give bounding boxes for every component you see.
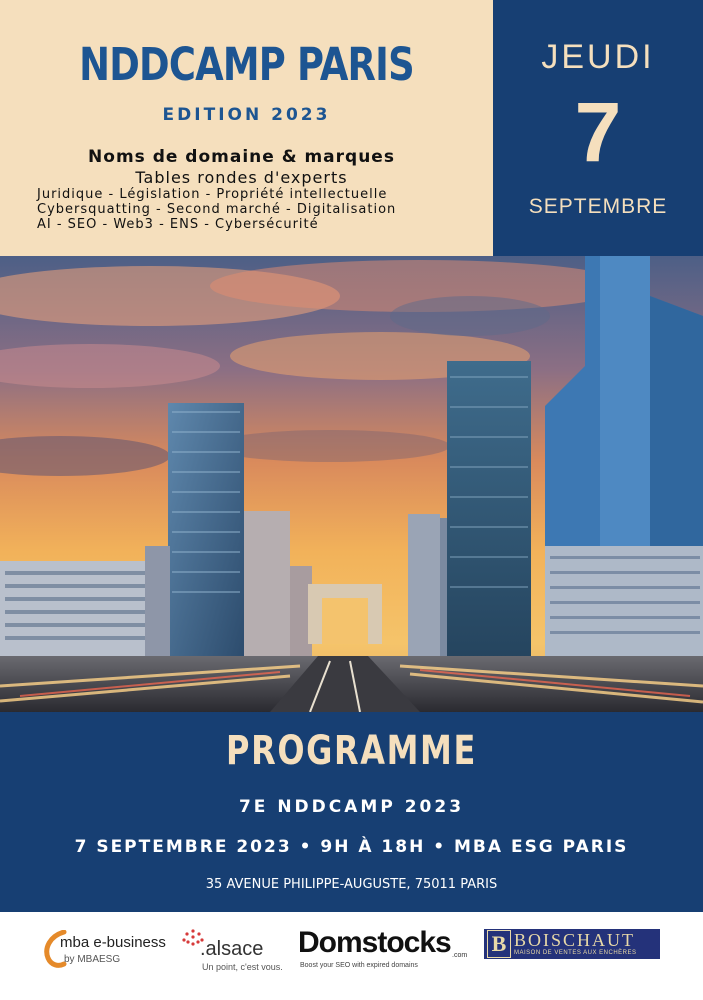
event-subtitle: Noms de domaine & marques bbox=[88, 147, 395, 167]
day-number: 7 bbox=[574, 85, 622, 179]
domstocks-tagline: Boost your SEO with expired domains bbox=[300, 962, 418, 969]
domstocks-name: Domstocks bbox=[298, 926, 451, 959]
topic-line: AI - SEO - Web3 - ENS - Cybersécurité bbox=[37, 217, 319, 232]
alsace-name: .alsace bbox=[200, 938, 264, 960]
mba-ebusiness-logo bbox=[44, 926, 174, 972]
alsace-tagline: Un point, c'est vous. bbox=[202, 962, 283, 972]
programme-heading: PROGRAMME bbox=[226, 728, 477, 774]
mba-by-line: by MBAESG bbox=[64, 954, 121, 965]
day-name: JEUDI bbox=[541, 38, 655, 76]
event-datetime-line: 7 SEPTEMBRE 2023 • 9H À 18H • MBA ESG PARIS bbox=[74, 837, 629, 857]
event-edition-line: 7E NDDCAMP 2023 bbox=[238, 797, 465, 817]
edition-label: EDITION 2023 bbox=[162, 105, 331, 125]
boischaut-logo bbox=[484, 929, 660, 959]
event-title: NDDCAMP PARIS bbox=[79, 38, 414, 91]
domstocks-suffix: .com bbox=[452, 952, 468, 959]
skyline-photo bbox=[0, 256, 703, 712]
alsace-logo bbox=[180, 924, 285, 974]
domstocks-logo bbox=[298, 924, 473, 974]
boischaut-tagline: MAISON DE VENTES AUX ENCHÈRES bbox=[514, 950, 637, 956]
topic-line: Juridique - Législation - Propriété intellectuelle bbox=[37, 187, 388, 202]
event-address: 35 AVENUE PHILIPPE-AUGUSTE, 75011 PARIS bbox=[205, 877, 498, 892]
tables-rondes-label: Tables rondes d'experts bbox=[135, 168, 348, 187]
sponsor-bar bbox=[0, 912, 703, 1000]
boischaut-monogram: B bbox=[487, 930, 511, 958]
topic-line: Cybersquatting - Second marché - Digitalisation bbox=[37, 202, 397, 217]
month-name: SEPTEMBRE bbox=[528, 195, 668, 218]
mba-ebusiness-name: mba e-business bbox=[60, 934, 166, 951]
boischaut-name: BOISCHAUT bbox=[514, 930, 636, 950]
